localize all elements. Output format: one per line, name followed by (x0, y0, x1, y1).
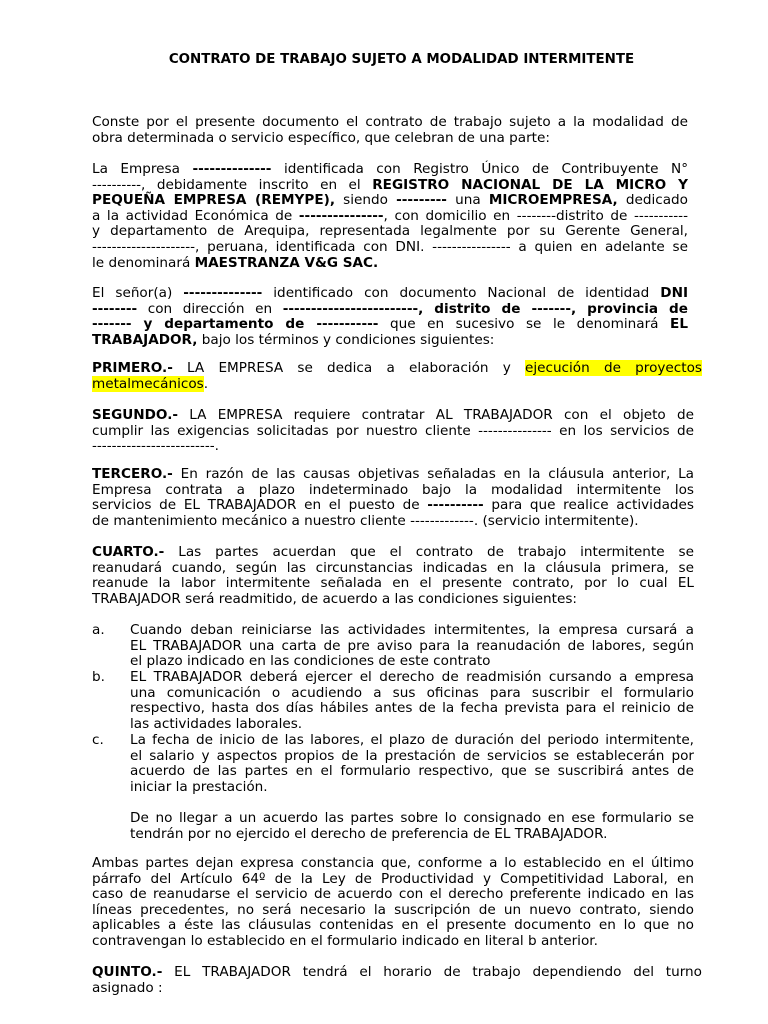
company-name: MAESTRANZA V&G SAC. (194, 254, 379, 271)
clause-cuarto-label: CUARTO.- (92, 544, 165, 560)
clause-segundo: SEGUNDO.- LA EMPRESA requiere contratar AL TRABAJADOR con el objeto de cumplir las exigencias solicitadas por nuestro cliente --------------- en los servicios de -------------------------. (92, 407, 694, 455)
clause-quinto-label: QUINTO.- (92, 964, 163, 980)
clause-tercero-label: TERCERO.- (92, 466, 173, 482)
clause-primero-label: PRIMERO.- (92, 360, 173, 376)
clause-quinto: QUINTO.- EL TRABAJADOR tendrá el horario de trabajo dependiendo del turno asignado : (92, 964, 702, 996)
list-item-label: c. (92, 732, 104, 748)
highlighted-text: metalmecánicos (92, 375, 204, 392)
list-item-label: a. (92, 622, 105, 638)
company-line-6: ---------------------, peruana, identificada con DNI. ---------------- a quien en adelante se (92, 238, 688, 255)
worker-paragraph (92, 286, 688, 348)
company-line-1: La Empresa -------------- identificada con Registro Único de Contribuyente N° (92, 161, 689, 177)
highlighted-text: ejecución de proyectos (524, 360, 702, 376)
company-line-7: le denominará MAESTRANZA V&G SAC. (92, 254, 379, 271)
company-line-3: PEQUEÑA EMPRESA (REMYPE), siendo --------- una MICROEMPRESA, dedicado (92, 192, 688, 209)
worker-line-2: -------- con dirección en ------------------------, distrito de -------, provincia de (92, 300, 688, 317)
company-line-4: a la actividad Económica de ---------------, con domicilio en --------distrito de ----------- (92, 207, 688, 224)
list-item: c. La fecha de inicio de las labores, el plazo de duración del periodo intermitente, el salario y aspectos propios de la prestación de servicios se establecerán por acuerdo de las partes en el formulario respectivo, que se suscribirá antes de iniciar la prestación. De no llegar a un acuerdo las partes sobre lo consignado en ese formulario se tendrán por no ejercido el derecho de preferencia de EL TRABAJADOR. (92, 732, 694, 842)
closing-paragraph: Ambas partes dejan expresa constancia que, conforme a lo establecido en el último párrafo del Artículo 64º de la Ley de Productividad y Competitividad Laboral, en caso de reanudarse el servicio de acuerdo con el derecho preferente indicado en las líneas precedentes, no será necesario la suscripción de un nuevo contrato, siendo aplicables a éste las cláusulas contenidas en el presente documento en lo que no contravengan lo establecido en el formulario indicado en literal b anterior. (92, 855, 694, 949)
clause-tercero: TERCERO.- En razón de las causas objetivas señaladas en la cláusula anterior, La Empresa contrata a plazo indeterminado bajo la modalidad intermitente los servicios de EL TRABAJADOR en el puesto de ---------- para que realice actividades de mantenimiento mecánico a nuestro cliente -------------. (servicio intermitente). (92, 466, 694, 529)
company-line-5: y departamento de Arequipa, representada legalmente por su Gerente General, (92, 223, 688, 240)
clause-segundo-label: SEGUNDO.- (92, 407, 178, 423)
worker-line-4: TRABAJADOR, bajo los términos y condiciones siguientes: (92, 331, 495, 348)
list-item: b. EL TRABAJADOR deberá ejercer el derecho de readmisión cursando a empresa una comunicación o acudiendo a sus oficinas para suscribir el formulario respectivo, hasta dos días hábiles antes de la fecha prevista para el reinicio de las actividades laborales. (92, 669, 694, 732)
intro-line-1: Conste por el presente documento el contrato de trabajo sujeto a la modalidad de (92, 114, 688, 130)
list-item: a. Cuando deban reiniciarse las actividades intermitentes, la empresa cursará a EL TRABAJADOR una carta de pre aviso para la reanudación de labores, según el plazo indicado en las condiciones de este contrato (92, 622, 694, 670)
company-line-2: ----------, debidamente inscrito en el REGISTRO NACIONAL DE LA MICRO Y (92, 176, 688, 193)
document-title: CONTRATO DE TRABAJO SUJETO A MODALIDAD INTERMITENTE (168, 52, 635, 67)
company-paragraph (92, 162, 688, 271)
worker-line-1: El señor(a) -------------- identificado con documento Nacional de identidad DNI (92, 285, 688, 301)
clause-primero: PRIMERO.- LA EMPRESA se dedica a elaboración y ejecución de proyectos metalmecánicos. (92, 360, 702, 392)
worker-line-3: ------- y departamento de ----------- que en sucesivo se le denominará EL (92, 316, 688, 333)
list-item-label: b. (92, 669, 105, 685)
intro-line-2: obra determinada o servicio específico, que celebran de una parte: (92, 129, 550, 146)
clause-cuarto: CUARTO.- Las partes acuerdan que el contrato de trabajo intermitente se reanudará cuando, según las circunstancias indicadas en la cláusula primera, se reanude la labor intermitente señalada en el presente contrato, por lo cual EL TRABAJADOR será readmitido, de acuerdo a las condiciones siguientes: (92, 544, 694, 607)
intro-paragraph (92, 115, 688, 146)
